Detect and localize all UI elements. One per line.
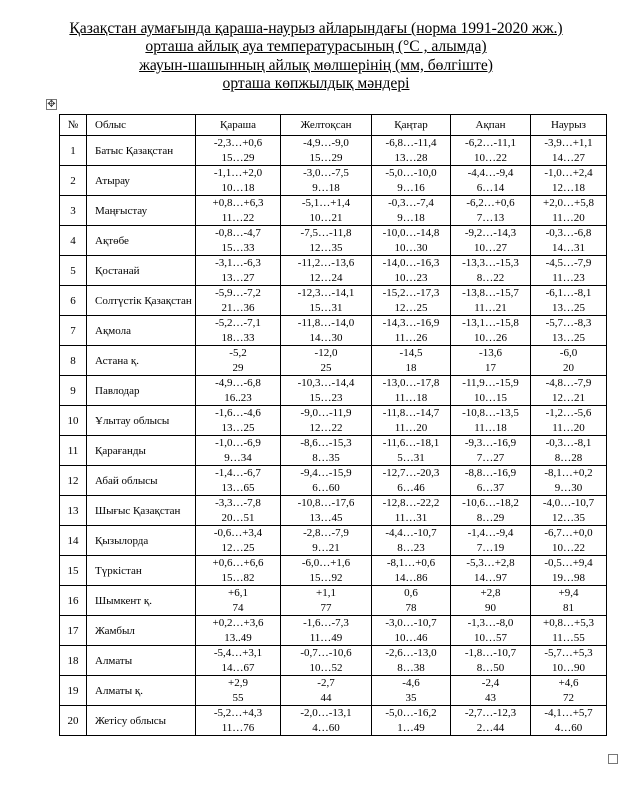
- precipitation-january: 10…30: [372, 241, 451, 256]
- row-number: 17: [60, 616, 87, 646]
- precipitation-november: 15…29: [196, 151, 281, 166]
- temperature-february: -2,4: [451, 676, 531, 691]
- table-row: [60, 466, 607, 481]
- temperature-january: -11,8…-14,7: [372, 406, 451, 421]
- table-header-row: [60, 115, 607, 136]
- precipitation-january: 8…23: [372, 541, 451, 556]
- temperature-december: -11,8…-14,0: [281, 316, 372, 331]
- table-row: [60, 166, 607, 181]
- row-number: 20: [60, 706, 87, 736]
- temperature-january: -4,6: [372, 676, 451, 691]
- header-number: №: [60, 115, 87, 136]
- temperature-january: -2,6…-13,0: [372, 646, 451, 661]
- region-name: Жетісу облысы: [87, 706, 196, 736]
- precipitation-december: 15…31: [281, 301, 372, 316]
- precipitation-january: 11…18: [372, 391, 451, 406]
- temperature-february: +2,8: [451, 586, 531, 601]
- table-row: [60, 646, 607, 661]
- temperature-november: +0,8…+6,3: [196, 196, 281, 211]
- temperature-december: -6,0…+1,6: [281, 556, 372, 571]
- temperature-december: -10,3…-14,4: [281, 376, 372, 391]
- temperature-november: -5,9…-7,2: [196, 286, 281, 301]
- precipitation-november: 21…36: [196, 301, 281, 316]
- table-row: [60, 316, 607, 331]
- temperature-march: -6,1…-8,1: [531, 286, 607, 301]
- temperature-december: -8,6…-15,3: [281, 436, 372, 451]
- temperature-march: -4,8…-7,9: [531, 376, 607, 391]
- precipitation-november: 29: [196, 361, 281, 376]
- header-march: Наурыз: [531, 115, 607, 136]
- row-number: 1: [60, 136, 87, 166]
- temperature-november: +0,6…+6,6: [196, 556, 281, 571]
- temperature-january: -0,3…-7,4: [372, 196, 451, 211]
- temperature-december: -0,7…-10,6: [281, 646, 372, 661]
- precipitation-march: 20: [531, 361, 607, 376]
- region-name: Ақтөбе: [87, 226, 196, 256]
- temperature-march: -0,3…-8,1: [531, 436, 607, 451]
- temperature-november: -5,4…+3,1: [196, 646, 281, 661]
- temperature-february: -1,3…-8,0: [451, 616, 531, 631]
- region-name: Қызылорда: [87, 526, 196, 556]
- precipitation-november: 20…51: [196, 511, 281, 526]
- temperature-march: -1,2…-5,6: [531, 406, 607, 421]
- temperature-february: -10,6…-18,2: [451, 496, 531, 511]
- temperature-march: -3,9…+1,1: [531, 136, 607, 151]
- temperature-november: -0,8…-4,7: [196, 226, 281, 241]
- temperature-february: -13,6: [451, 346, 531, 361]
- temperature-january: -10,0…-14,8: [372, 226, 451, 241]
- temperature-february: -8,8…-16,9: [451, 466, 531, 481]
- table-row: [60, 526, 607, 541]
- row-number: 10: [60, 406, 87, 436]
- temperature-february: -4,4…-9,4: [451, 166, 531, 181]
- precipitation-november: 13…65: [196, 481, 281, 496]
- precipitation-february: 14…97: [451, 571, 531, 586]
- precipitation-november: 11…22: [196, 211, 281, 226]
- region-name: Қостанай: [87, 256, 196, 286]
- temperature-march: -8,1…+0,2: [531, 466, 607, 481]
- precipitation-february: 90: [451, 601, 531, 616]
- precipitation-february: 10…15: [451, 391, 531, 406]
- precipitation-december: 9…18: [281, 181, 372, 196]
- temperature-december: -4,9…-9,0: [281, 136, 372, 151]
- precipitation-march: 8…28: [531, 451, 607, 466]
- temperature-january: -14,3…-16,9: [372, 316, 451, 331]
- region-name: Солтүстік Қазақстан: [87, 286, 196, 316]
- temperature-november: -2,3…+0,6: [196, 136, 281, 151]
- precipitation-november: 18…33: [196, 331, 281, 346]
- precipitation-february: 6…37: [451, 481, 531, 496]
- temperature-december: -2,0…-13,1: [281, 706, 372, 721]
- precipitation-december: 15…23: [281, 391, 372, 406]
- temperature-november: -1,0…-6,9: [196, 436, 281, 451]
- region-name: Астана қ.: [87, 346, 196, 376]
- temperature-november: -5,2: [196, 346, 281, 361]
- precipitation-february: 10…57: [451, 631, 531, 646]
- precipitation-january: 6…46: [372, 481, 451, 496]
- temperature-february: -2,7…-12,3: [451, 706, 531, 721]
- temperature-december: -9,0…-11,9: [281, 406, 372, 421]
- table-row: [60, 196, 607, 211]
- title-line-2: орташа айлық ауа температурасының (°С , алымда): [145, 38, 487, 56]
- table-move-handle-icon[interactable]: ✥: [47, 99, 56, 110]
- precipitation-january: 14…86: [372, 571, 451, 586]
- precipitation-december: 12…24: [281, 271, 372, 286]
- row-number: 16: [60, 586, 87, 616]
- precipitation-january: 11…20: [372, 421, 451, 436]
- precipitation-november: 15…82: [196, 571, 281, 586]
- region-name: Қарағанды: [87, 436, 196, 466]
- row-number: 8: [60, 346, 87, 376]
- temperature-december: -5,1…+1,4: [281, 196, 372, 211]
- temperature-january: -14,5: [372, 346, 451, 361]
- temperature-december: -12,3…-14,1: [281, 286, 372, 301]
- table-row: [60, 406, 607, 421]
- table-resize-handle-icon[interactable]: [608, 754, 618, 764]
- temperature-february: -1,8…-10,7: [451, 646, 531, 661]
- precipitation-january: 12…25: [372, 301, 451, 316]
- row-number: 7: [60, 316, 87, 346]
- precipitation-december: 15…29: [281, 151, 372, 166]
- precipitation-march: 9…30: [531, 481, 607, 496]
- precipitation-december: 15…92: [281, 571, 372, 586]
- row-number: 18: [60, 646, 87, 676]
- precipitation-november: 11…76: [196, 721, 281, 736]
- header-january: Қаңтар: [372, 115, 451, 136]
- precipitation-december: 12…35: [281, 241, 372, 256]
- precipitation-january: 35: [372, 691, 451, 706]
- temperature-march: -6,7…+0,0: [531, 526, 607, 541]
- row-number: 3: [60, 196, 87, 226]
- precipitation-march: 11…20: [531, 211, 607, 226]
- precipitation-november: 13..49: [196, 631, 281, 646]
- table-row: [60, 676, 607, 691]
- row-number: 4: [60, 226, 87, 256]
- temperature-march: +9,4: [531, 586, 607, 601]
- region-name: Алматы: [87, 646, 196, 676]
- row-number: 19: [60, 676, 87, 706]
- temperature-december: -10,8…-17,6: [281, 496, 372, 511]
- precipitation-december: 8…35: [281, 451, 372, 466]
- precipitation-january: 11…31: [372, 511, 451, 526]
- temperature-november: +0,2…+3,6: [196, 616, 281, 631]
- temperature-november: -3,1…-6,3: [196, 256, 281, 271]
- precipitation-december: 10…21: [281, 211, 372, 226]
- temperature-february: -6,2…+0,6: [451, 196, 531, 211]
- precipitation-march: 4…60: [531, 721, 607, 736]
- precipitation-december: 10…52: [281, 661, 372, 676]
- temperature-march: -1,0…+2,4: [531, 166, 607, 181]
- temperature-november: -4,9…-6,8: [196, 376, 281, 391]
- precipitation-november: 9…34: [196, 451, 281, 466]
- title-line-4: орташа көпжылдық мәндері: [222, 75, 410, 93]
- table-row: [60, 496, 607, 511]
- precipitation-january: 8…38: [372, 661, 451, 676]
- precipitation-january: 5…31: [372, 451, 451, 466]
- temperature-january: -8,1…+0,6: [372, 556, 451, 571]
- table-row: [60, 286, 607, 301]
- temperature-december: -3,0…-7,5: [281, 166, 372, 181]
- region-name: Шымкент қ.: [87, 586, 196, 616]
- temperature-february: -13,3…-15,3: [451, 256, 531, 271]
- temperature-march: -6,0: [531, 346, 607, 361]
- temperature-february: -1,4…-9,4: [451, 526, 531, 541]
- table-row: [60, 376, 607, 391]
- row-number: 6: [60, 286, 87, 316]
- region-name: Шығыс Қазақстан: [87, 496, 196, 526]
- region-name: Павлодар: [87, 376, 196, 406]
- precipitation-march: 81: [531, 601, 607, 616]
- temperature-january: -6,8…-11,4: [372, 136, 451, 151]
- temperature-january: 0,6: [372, 586, 451, 601]
- temperature-november: -1,4…-6,7: [196, 466, 281, 481]
- header-december: Желтоқсан: [281, 115, 372, 136]
- table-row: [60, 136, 607, 151]
- precipitation-march: 14…27: [531, 151, 607, 166]
- table-row: [60, 346, 607, 361]
- precipitation-january: 11…26: [372, 331, 451, 346]
- precipitation-march: 11…23: [531, 271, 607, 286]
- precipitation-march: 14…31: [531, 241, 607, 256]
- temperature-february: -6,2…-11,1: [451, 136, 531, 151]
- temperature-december: -7,5…-11,8: [281, 226, 372, 241]
- precipitation-march: 12…35: [531, 511, 607, 526]
- temperature-january: -5,0…-10,0: [372, 166, 451, 181]
- precipitation-february: 10…26: [451, 331, 531, 346]
- temperature-november: -3,3…-7,8: [196, 496, 281, 511]
- table-row: [60, 556, 607, 571]
- row-number: 9: [60, 376, 87, 406]
- row-number: 11: [60, 436, 87, 466]
- precipitation-february: 10…22: [451, 151, 531, 166]
- table-body: [60, 136, 607, 736]
- temperature-december: +1,1: [281, 586, 372, 601]
- temperature-march: -0,5…+9,4: [531, 556, 607, 571]
- temperature-march: -4,0…-10,7: [531, 496, 607, 511]
- temperature-january: -12,8…-22,2: [372, 496, 451, 511]
- title-line-3: жауын-шашынның айлық мөлшерінің (мм, бөлгіште): [139, 56, 493, 74]
- temperature-december: -9,4…-15,9: [281, 466, 372, 481]
- precipitation-december: 14…30: [281, 331, 372, 346]
- precipitation-february: 7…13: [451, 211, 531, 226]
- temperature-november: -5,2…-7,1: [196, 316, 281, 331]
- precipitation-january: 13…28: [372, 151, 451, 166]
- header-february: Ақпан: [451, 115, 531, 136]
- temperature-november: +6,1: [196, 586, 281, 601]
- region-name: Батыс Қазақстан: [87, 136, 196, 166]
- precipitation-december: 6…60: [281, 481, 372, 496]
- region-name: Ақмола: [87, 316, 196, 346]
- temperature-march: -4,5…-7,9: [531, 256, 607, 271]
- temperature-january: -3,0…-10,7: [372, 616, 451, 631]
- temperature-december: -12,0: [281, 346, 372, 361]
- precipitation-december: 12…22: [281, 421, 372, 436]
- temperature-november: -0,6…+3,4: [196, 526, 281, 541]
- precipitation-january: 18: [372, 361, 451, 376]
- precipitation-november: 13…27: [196, 271, 281, 286]
- precipitation-december: 13…45: [281, 511, 372, 526]
- table-row: [60, 616, 607, 631]
- precipitation-november: 10…18: [196, 181, 281, 196]
- table-row: [60, 586, 607, 601]
- temperature-february: -10,8…-13,5: [451, 406, 531, 421]
- temperature-february: -5,3…+2,8: [451, 556, 531, 571]
- temperature-march: +4,6: [531, 676, 607, 691]
- precipitation-december: 44: [281, 691, 372, 706]
- precipitation-december: 11…49: [281, 631, 372, 646]
- climate-norms-table: [59, 114, 607, 736]
- precipitation-march: 13…25: [531, 331, 607, 346]
- header-region: Облыс: [87, 115, 196, 136]
- precipitation-march: 10…22: [531, 541, 607, 556]
- temperature-january: -11,6…-18,1: [372, 436, 451, 451]
- temperature-march: +2,0…+5,8: [531, 196, 607, 211]
- temperature-december: -2,8…-7,9: [281, 526, 372, 541]
- precipitation-march: 13…25: [531, 301, 607, 316]
- precipitation-february: 8…29: [451, 511, 531, 526]
- table-row: [60, 436, 607, 451]
- temperature-march: +0,8…+5,3: [531, 616, 607, 631]
- precipitation-march: 11…20: [531, 421, 607, 436]
- precipitation-february: 6…14: [451, 181, 531, 196]
- temperature-january: -14,0…-16,3: [372, 256, 451, 271]
- precipitation-february: 11…21: [451, 301, 531, 316]
- temperature-february: -13,1…-15,8: [451, 316, 531, 331]
- precipitation-december: 77: [281, 601, 372, 616]
- precipitation-february: 10…27: [451, 241, 531, 256]
- precipitation-december: 25: [281, 361, 372, 376]
- precipitation-december: 9…21: [281, 541, 372, 556]
- row-number: 12: [60, 466, 87, 496]
- precipitation-january: 9…16: [372, 181, 451, 196]
- region-name: Алматы қ.: [87, 676, 196, 706]
- region-name: Ұлытау облысы: [87, 406, 196, 436]
- temperature-january: -12,7…-20,3: [372, 466, 451, 481]
- temperature-january: -4,4…-10,7: [372, 526, 451, 541]
- precipitation-february: 17: [451, 361, 531, 376]
- precipitation-february: 8…22: [451, 271, 531, 286]
- precipitation-february: 7…19: [451, 541, 531, 556]
- precipitation-march: 10…90: [531, 661, 607, 676]
- temperature-february: -9,3…-16,9: [451, 436, 531, 451]
- temperature-january: -5,0…-16,2: [372, 706, 451, 721]
- precipitation-december: 4…60: [281, 721, 372, 736]
- temperature-december: -11,2…-13,6: [281, 256, 372, 271]
- region-name: Түркістан: [87, 556, 196, 586]
- precipitation-november: 15…33: [196, 241, 281, 256]
- precipitation-january: 1…49: [372, 721, 451, 736]
- temperature-february: -13,8…-15,7: [451, 286, 531, 301]
- temperature-december: -1,6…-7,3: [281, 616, 372, 631]
- precipitation-march: 12…18: [531, 181, 607, 196]
- table-row: [60, 226, 607, 241]
- row-number: 5: [60, 256, 87, 286]
- precipitation-november: 55: [196, 691, 281, 706]
- temperature-march: -5,7…-8,3: [531, 316, 607, 331]
- precipitation-november: 16..23: [196, 391, 281, 406]
- precipitation-january: 78: [372, 601, 451, 616]
- precipitation-february: 8…50: [451, 661, 531, 676]
- precipitation-march: 11…55: [531, 631, 607, 646]
- temperature-march: -5,7…+5,3: [531, 646, 607, 661]
- document-title: [40, 20, 592, 94]
- region-name: Абай облысы: [87, 466, 196, 496]
- precipitation-march: 19…98: [531, 571, 607, 586]
- precipitation-february: 11…18: [451, 421, 531, 436]
- row-number: 14: [60, 526, 87, 556]
- precipitation-february: 43: [451, 691, 531, 706]
- precipitation-february: 7…27: [451, 451, 531, 466]
- temperature-march: -0,3…-6,8: [531, 226, 607, 241]
- temperature-january: -13,0…-17,8: [372, 376, 451, 391]
- temperature-march: -4,1…+5,7: [531, 706, 607, 721]
- precipitation-november: 12…25: [196, 541, 281, 556]
- temperature-november: -5,2…+4,3: [196, 706, 281, 721]
- precipitation-november: 13…25: [196, 421, 281, 436]
- temperature-november: +2,9: [196, 676, 281, 691]
- title-line-1: Қазақстан аумағында қараша-наурыз айларындағы (норма 1991-2020 жж.): [69, 20, 563, 37]
- temperature-november: -1,6…-4,6: [196, 406, 281, 421]
- header-november: Қараша: [196, 115, 281, 136]
- temperature-december: -2,7: [281, 676, 372, 691]
- row-number: 13: [60, 496, 87, 526]
- table-row: [60, 706, 607, 721]
- precipitation-march: 72: [531, 691, 607, 706]
- precipitation-january: 9…18: [372, 211, 451, 226]
- temperature-january: -15,2…-17,3: [372, 286, 451, 301]
- precipitation-january: 10…46: [372, 631, 451, 646]
- region-name: Маңғыстау: [87, 196, 196, 226]
- precipitation-january: 10…23: [372, 271, 451, 286]
- region-name: Жамбыл: [87, 616, 196, 646]
- temperature-february: -9,2…-14,3: [451, 226, 531, 241]
- table-row: [60, 256, 607, 271]
- precipitation-november: 14…67: [196, 661, 281, 676]
- row-number: 2: [60, 166, 87, 196]
- precipitation-march: 12…21: [531, 391, 607, 406]
- row-number: 15: [60, 556, 87, 586]
- region-name: Атырау: [87, 166, 196, 196]
- precipitation-november: 74: [196, 601, 281, 616]
- precipitation-february: 2…44: [451, 721, 531, 736]
- temperature-february: -11,9…-15,9: [451, 376, 531, 391]
- temperature-november: -1,1…+2,0: [196, 166, 281, 181]
